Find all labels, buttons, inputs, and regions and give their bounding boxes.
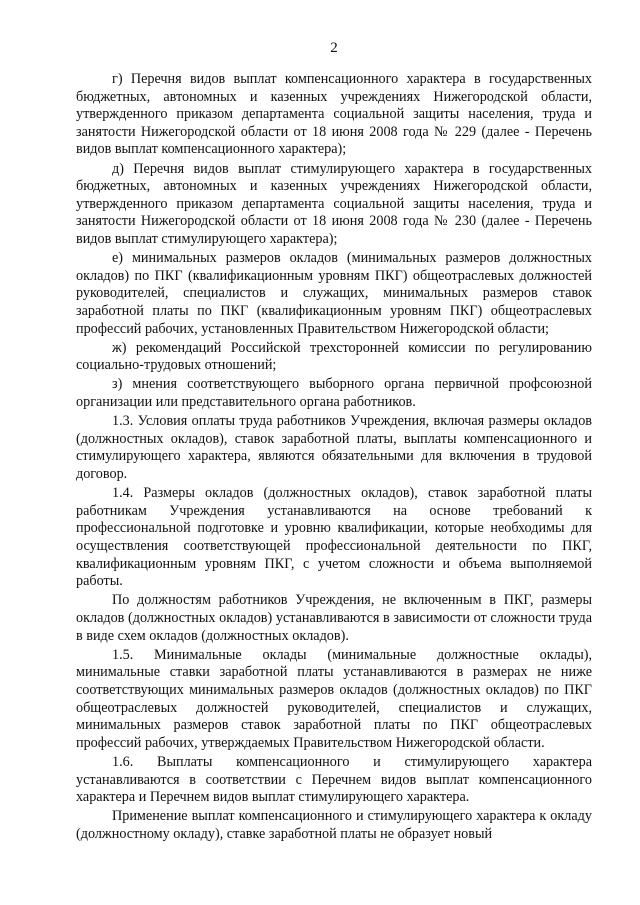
paragraph-e: е) минимальных размеров окладов (минимальных размеров должностных окладов) по ПКГ (квалификационным уровням ПКГ) общеотраслевых должностей руководителей, специалистов и служащих, минимальных размеров ставок заработной платы по ПКГ (квалификационным уровням ПКГ) общеотраслевых профессий рабочих, установленных Правительством Нижегородской области; (76, 250, 592, 337)
paragraph-zh: ж) рекомендаций Российской трехсторонней комиссии по регулированию социально-трудовых отношений; (76, 339, 592, 374)
paragraph-1-4: 1.4. Размеры окладов (должностных окладов), ставок заработной платы работникам Учреждения устанавливаются на основе требований к профессиональной подготовке и уровню квалификации, которые необходимы для осуществления соответствующей профессиональной деятельности по ПКГ, квалификационным уровням ПКГ, с учетом сложности и объема выполняемой работы. (76, 485, 592, 590)
paragraph-1-3: 1.3. Условия оплаты труда работников Учреждения, включая размеры окладов (должностных окладов), ставок заработной платы, выплаты компенсационного и стимулирующего характера, являются обязательными для включения в трудовой договор. (76, 413, 592, 483)
paragraph-1-6: 1.6. Выплаты компенсационного и стимулирующего характера устанавливаются в соответствии с Перечнем видов выплат компенсационного характера и Перечнем видов выплат стимулирующего характера. (76, 753, 592, 806)
paragraph-z: з) мнения соответствующего выборного органа первичной профсоюзной организации или представительного органа работников. (76, 376, 592, 411)
paragraph-d: д) Перечня видов выплат стимулирующего характера в государственных бюджетных, автономных и казенных учреждениях Нижегородской области, утвержденного приказом департамента социальной защиты населения, труда и занятости Нижегородской области от 18 июня 2008 года № 230 (далее - Перечень видов выплат стимулирующего характера); (76, 160, 592, 247)
paragraph-g: г) Перечня видов выплат компенсационного характера в государственных бюджетных, автономных и казенных учреждениях Нижегородской области, утвержденного приказом департамента социальной защиты населения, труда и занятости Нижегородской области от 18 июня 2008 года № 229 (далее - Перечень видов выплат компенсационного характера); (76, 71, 592, 158)
paragraph-unlisted-positions: По должностям работников Учреждения, не включенным в ПКГ, размеры окладов (должностных окладов) устанавливаются в зависимости от сложности труда в виде схем окладов (должностных окладов). (76, 592, 592, 644)
page-number: 2 (330, 40, 338, 56)
paragraph-application: Применение выплат компенсационного и стимулирующего характера к окладу (должностному окладу), ставке заработной платы не образует новый (76, 808, 592, 842)
paragraph-1-5: 1.5. Минимальные оклады (минимальные должностные оклады), минимальные ставки заработной платы устанавливаются в размерах не ниже соответствующих минимальных размеров окладов (должностных окладов) по ПКГ общеотраслевых должностей руководителей, специалистов и служащих, минимальных размеров ставок заработной платы по ПКГ общеотраслевых профессий рабочих, утверждаемых Правительством Нижегородской области. (76, 646, 592, 751)
